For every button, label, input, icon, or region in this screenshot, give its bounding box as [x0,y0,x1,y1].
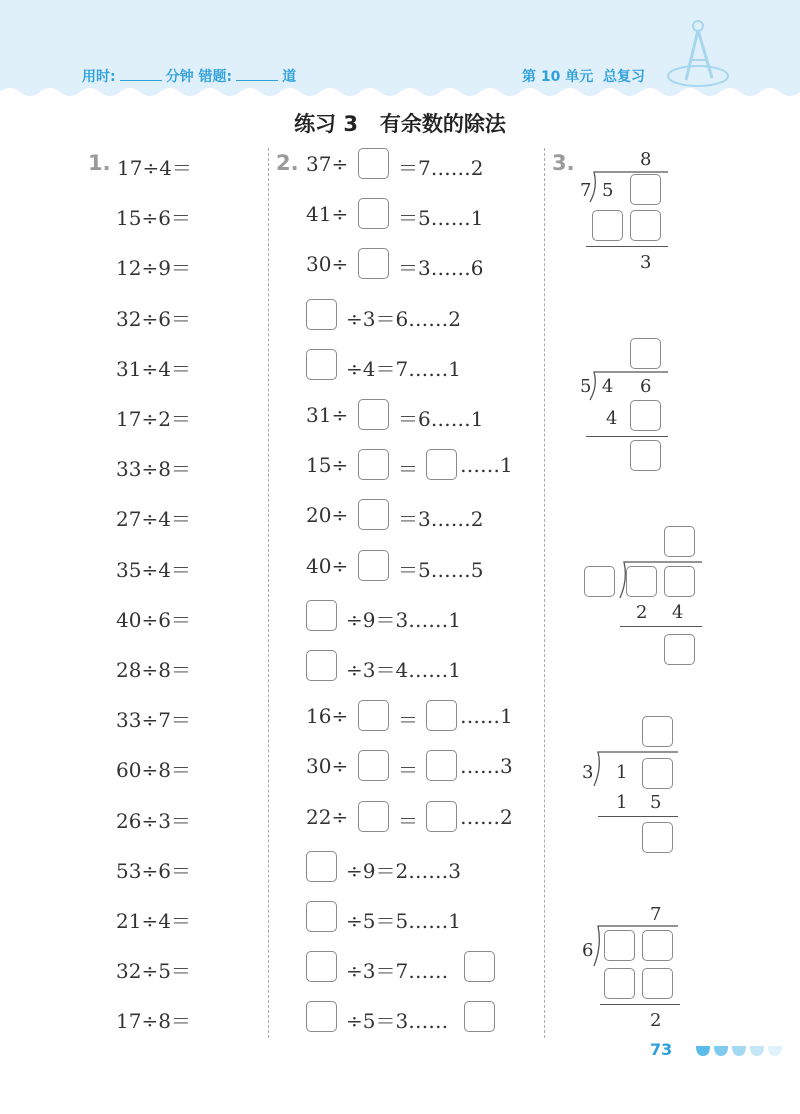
answer-box[interactable] [642,930,673,961]
answer-box[interactable] [426,449,457,480]
answer-box[interactable] [642,758,673,789]
q2-result-text: ＝5……5 [398,557,484,582]
q2-result-text: ÷5＝5……1 [346,909,461,933]
unit-label: 第 10 单元 [522,69,594,85]
minute-label: 分钟 [165,69,194,85]
dividend-tens: 4 [602,376,614,397]
q1-equation: 35÷4＝ [116,557,191,582]
q1-equation: 17÷4＝ [117,156,192,180]
q1-equation: 31÷4＝ [116,356,191,381]
q2-result-text: ÷9＝2……3 [346,858,461,883]
q1-equation: 32÷5＝ [116,959,191,984]
q2-result-text: ÷4＝7……1 [346,356,461,381]
q1-equation: 28÷8＝ [116,658,191,682]
errors-blank[interactable] [236,68,278,81]
q1-equation: 32÷6＝ [116,306,191,331]
answer-box[interactable] [630,440,661,471]
answer-box[interactable] [306,299,337,330]
q2-result-text: ÷3＝7…… [346,959,449,984]
q2-remainder-text: ……1 [460,704,513,729]
product-ones: 4 [672,602,684,623]
answer-box[interactable] [358,750,389,781]
q1-number: 1. [88,151,111,175]
q2-dividend-text: 40÷ [306,553,349,578]
q2-dividend-text: 15÷ [306,453,349,478]
compass-icon [666,18,730,94]
q1-equation: 33÷7＝ [116,708,191,733]
subtraction-line [598,816,678,817]
answer-box[interactable] [426,801,457,832]
q2-result-text: ＝6……1 [398,407,484,431]
answer-box[interactable] [630,174,661,205]
answer-box[interactable] [584,566,615,597]
answer-box[interactable] [464,1001,495,1032]
answer-box[interactable] [358,449,389,480]
answer-box[interactable] [306,600,337,631]
answer-box[interactable] [604,968,635,999]
quotient: 7 [650,904,662,925]
unit-heading [522,66,645,86]
q1-equation: 12÷9＝ [116,256,191,281]
q2-dividend-text: 22÷ [306,804,349,829]
errors-label: 错题: [198,69,233,85]
q1-equation: 27÷4＝ [116,507,191,532]
answer-box[interactable] [358,148,389,179]
remainder: 3 [640,252,652,273]
column-divider [544,148,545,1038]
q2-result-text: ＝7……2 [398,156,484,180]
divisor: 7 [580,180,592,201]
q2-result-text: ＝ [398,758,418,783]
product-tens: 2 [636,602,648,623]
answer-box[interactable] [592,210,623,241]
answer-box[interactable] [642,822,673,853]
product: 4 [606,408,618,429]
q2-dividend-text: 31÷ [306,403,349,427]
q2-number: 2. [276,151,299,175]
answer-box[interactable] [306,851,337,882]
q1-equation: 60÷8＝ [116,758,191,783]
answer-box[interactable] [358,801,389,832]
answer-box[interactable] [358,499,389,530]
answer-box[interactable] [426,750,457,781]
page-decoration [694,1044,790,1058]
answer-box[interactable] [306,650,337,681]
answer-box[interactable] [426,700,457,731]
q1-equation: 53÷6＝ [116,858,191,883]
answer-box[interactable] [306,951,337,982]
answer-box[interactable] [630,210,661,241]
q2-dividend-text: 30÷ [306,252,349,277]
subtraction-line [586,436,668,437]
answer-box[interactable] [630,400,661,431]
q2-result-text: ÷9＝3……1 [346,607,461,632]
product-ones: 5 [650,792,662,813]
q2-remainder-text: ……1 [460,453,513,478]
page-title: 练习 3 有余数的除法 [294,112,506,136]
q2-result-text: ÷3＝4……1 [346,658,461,682]
dividend-tens: 1 [616,762,628,783]
q2-result-text: ＝ [398,708,418,733]
q3-number: 3. [552,151,575,175]
q2-dividend-text: 37÷ [306,152,349,176]
subtraction-line [620,626,702,627]
answer-box[interactable] [358,700,389,731]
time-blank[interactable] [120,68,162,81]
divisor: 6 [582,940,594,961]
q1-equation: 15÷6＝ [116,206,191,231]
q1-equation: 40÷6＝ [116,607,191,632]
q2-dividend-text: 20÷ [306,503,349,528]
quotient: 8 [640,149,652,170]
q2-result-text: ＝ [398,808,418,833]
answer-box[interactable] [306,349,337,380]
q1-equation: 21÷4＝ [116,909,191,933]
subtraction-line [600,1004,680,1005]
column-divider [268,148,269,1038]
q1-equation: 17÷2＝ [116,407,191,431]
q2-result-text: ＝3……2 [398,507,484,532]
divisor: 5 [580,376,592,397]
q1-equation: 17÷8＝ [116,1009,191,1034]
q2-dividend-text: 41÷ [306,202,349,227]
answer-box[interactable] [358,248,389,279]
answer-box[interactable] [306,1001,337,1032]
answer-box[interactable] [630,338,661,369]
answer-box[interactable] [306,901,337,932]
remainder: 2 [650,1010,662,1031]
count-label: 道 [282,69,297,85]
q2-dividend-text: 30÷ [306,754,349,779]
answer-box[interactable] [642,716,673,747]
answer-box[interactable] [642,968,673,999]
answer-box[interactable] [664,634,695,665]
answer-box[interactable] [358,399,389,430]
answer-box[interactable] [358,550,389,581]
answer-box[interactable] [604,930,635,961]
dividend-ones: 6 [640,376,652,397]
answer-box[interactable] [464,951,495,982]
q2-result-text: ＝ [398,457,418,482]
dividend: 5 [602,180,614,201]
q1-equation: 26÷3＝ [116,808,191,833]
divisor: 3 [582,762,594,783]
q2-dividend-text: 16÷ [306,704,349,729]
product-tens: 1 [616,792,628,813]
answer-box[interactable] [626,566,657,597]
q1-equation: 33÷8＝ [116,457,191,482]
answer-box[interactable] [358,198,389,229]
section-label: 总复习 [602,69,645,85]
time-label: 用时: [82,69,116,85]
q2-remainder-text: ……2 [460,804,513,829]
q2-remainder-text: ……3 [460,754,513,779]
q2-result-text: ÷3＝6……2 [346,306,461,331]
answer-box[interactable] [664,526,695,557]
q2-result-text: ＝3……6 [398,256,484,281]
answer-box[interactable] [664,566,695,597]
subtraction-line [586,246,668,247]
q2-result-text: ÷5＝3…… [346,1009,449,1034]
q2-result-text: ＝5……1 [398,206,484,231]
page-number: 73 [650,1040,673,1059]
division-bracket [586,370,670,402]
time-errors-record [82,66,296,86]
